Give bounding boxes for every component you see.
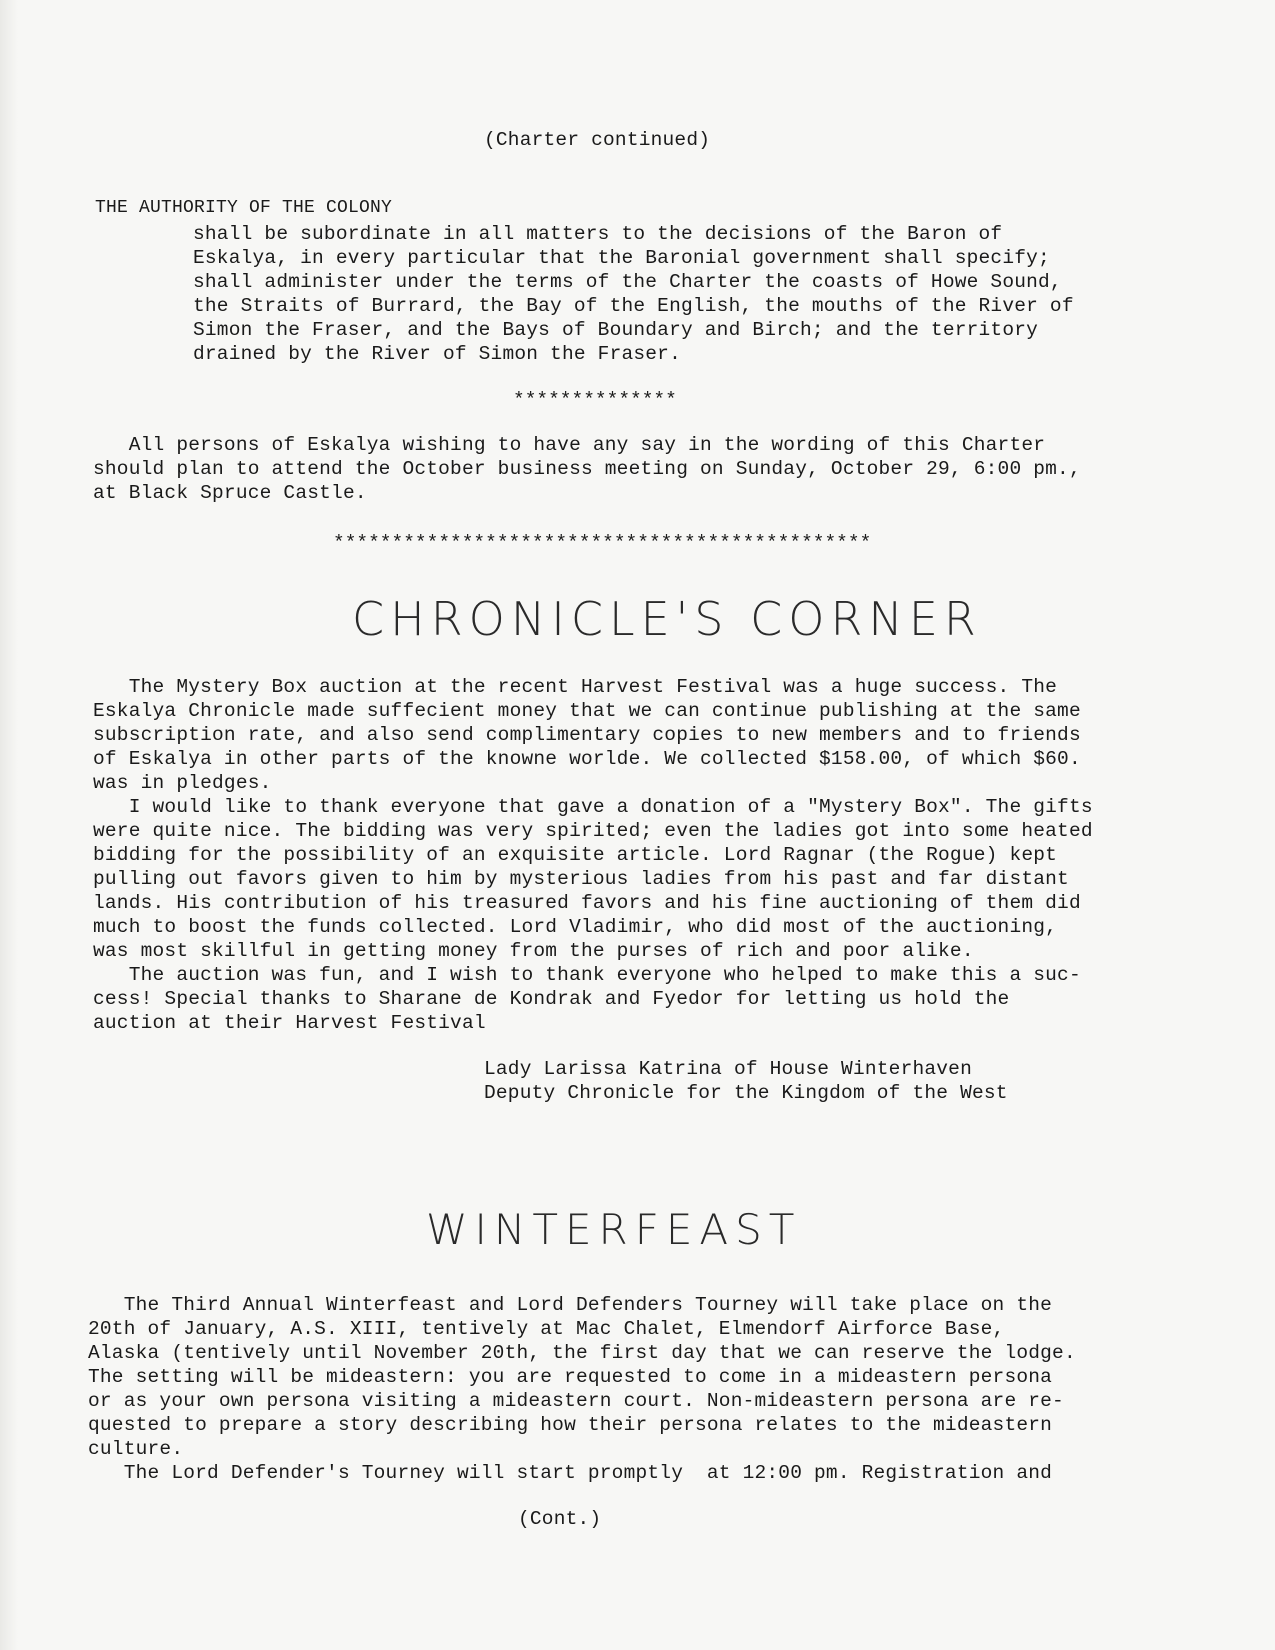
authority-line: Eskalya, in every particular that the Baronial government shall specify; — [193, 247, 1050, 269]
chronicles-line: I would like to thank everyone that gave a donation of a "Mystery Box". The gifts — [93, 796, 1093, 818]
chronicles-line: was most skillful in getting money from the purses of rich and poor alike. — [93, 940, 974, 962]
chronicles-line: were quite nice. The bidding was very spirited; even the ladies got into some heated — [93, 820, 1093, 842]
continued-footer: (Cont.) — [518, 1508, 602, 1530]
chronicles-line: Eskalya Chronicle made suffecient money that we can continue publishing at the same — [93, 700, 1081, 722]
winterfeast-line: Alaska (tentively until November 20th, the first day that we can reserve the lodge. — [88, 1342, 1076, 1364]
chronicles-line: bidding for the possibility of an exquisite article. Lord Ragnar (the Rogue) kept — [93, 844, 1058, 866]
chronicles-line: pulling out favors given to him by mysterious ladies from his past and far distant — [93, 868, 1069, 890]
chronicles-line: was in pledges. — [93, 772, 272, 794]
winterfeast-line: The setting will be mideastern: you are requested to come in a mideastern persona — [88, 1366, 1053, 1388]
winterfeast-line: The Lord Defender's Tourney will start promptly at 12:00 pm. Registration and — [88, 1462, 1053, 1484]
chronicles-line: much to boost the funds collected. Lord Vladimir, who did most of the auctioning, — [93, 916, 1058, 938]
winterfeast-line: The Third Annual Winterfeast and Lord Defenders Tourney will take place on the — [88, 1294, 1053, 1316]
authority-line: shall administer under the terms of the Charter the coasts of Howe Sound, — [193, 271, 1062, 293]
chronicles-line: The auction was fun, and I wish to thank everyone who helped to make this a suc- — [93, 964, 1081, 986]
chronicles-line: of Eskalya in other parts of the knowne worlde. We collected $158.00, of which $60. — [93, 748, 1081, 770]
winterfeast-line: 20th of January, A.S. XIII, tentively at Mac Chalet, Elmendorf Airforce Base, — [88, 1318, 1005, 1340]
authority-line: the Straits of Burrard, the Bay of the English, the mouths of the River of — [193, 295, 1074, 317]
meeting-line: should plan to attend the October business meeting on Sunday, October 29, 6:00 pm., — [93, 458, 1081, 480]
winterfeast-line: quested to prepare a story describing how their persona relates to the mideastern — [88, 1414, 1053, 1436]
authority-heading: THE AUTHORITY OF THE COLONY — [95, 198, 393, 218]
winterfeast-title: WINTERFEAST — [426, 1205, 802, 1254]
meeting-line: All persons of Eskalya wishing to have any say in the wording of this Charter — [93, 434, 1046, 456]
charter-continued-header: (Charter continued) — [484, 129, 711, 151]
chronicles-line: auction at their Harvest Festival — [93, 1012, 486, 1034]
signature-name: Lady Larissa Katrina of House Winterhaven — [484, 1058, 972, 1080]
chronicles-line: cess! Special thanks to Sharane de Kondrak and Fyedor for letting us hold the — [93, 988, 1010, 1010]
winterfeast-line: or as your own persona visiting a mideastern court. Non-mideastern persona are re- — [88, 1390, 1064, 1412]
signature-title: Deputy Chronicle for the Kingdom of the West — [484, 1082, 1008, 1104]
authority-line: shall be subordinate in all matters to the decisions of the Baron of — [193, 223, 1003, 245]
section-divider-stars: ********************************************** — [333, 532, 872, 554]
authority-line: Simon the Fraser, and the Bays of Boundary and Birch; and the territory — [193, 319, 1039, 341]
meeting-line: at Black Spruce Castle. — [93, 482, 367, 504]
chronicles-line: lands. His contribution of his treasured favors and his fine auctioning of them did — [93, 892, 1081, 914]
section-divider-stars: ************** — [513, 389, 677, 411]
chronicles-corner-title: CHRONICLE'S CORNER — [352, 592, 982, 646]
chronicles-line: subscription rate, and also send complimentary copies to new members and to friends — [93, 724, 1081, 746]
authority-line: drained by the River of Simon the Fraser. — [193, 343, 681, 365]
winterfeast-line: culture. — [88, 1438, 184, 1460]
chronicles-line: The Mystery Box auction at the recent Harvest Festival was a huge success. The — [93, 676, 1058, 698]
